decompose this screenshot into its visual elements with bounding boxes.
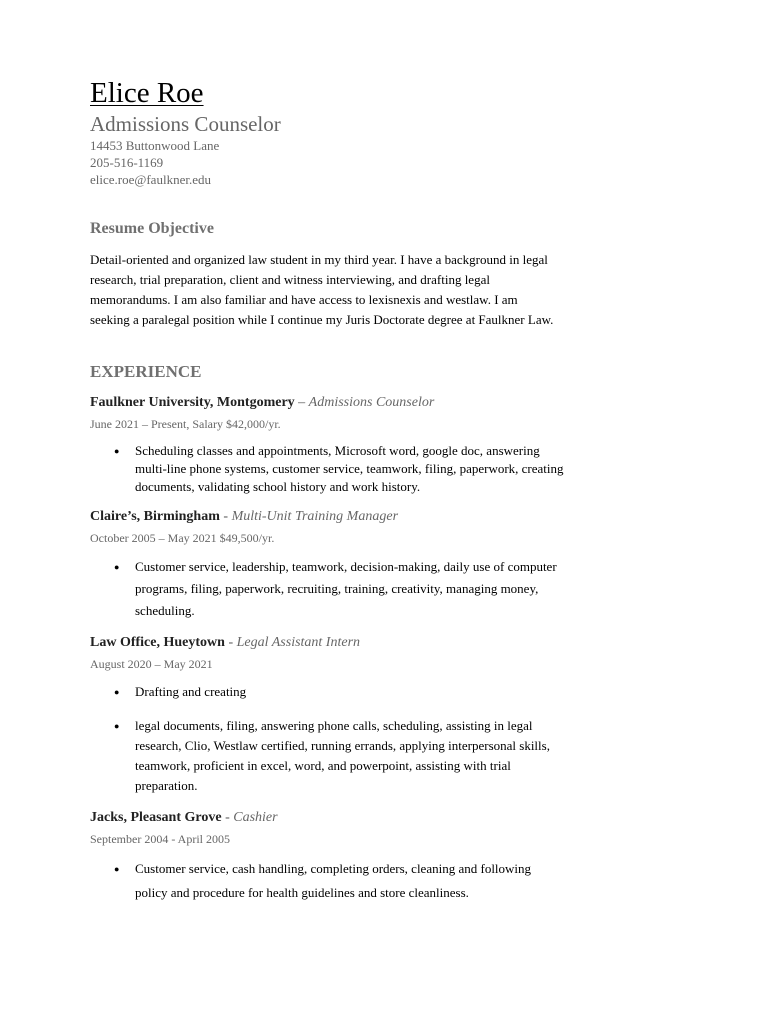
job-employer: Faulkner University, Montgomery [90,395,295,410]
objective-text: Detail-oriented and organized law student in my third year. I have a background in legal research, trial preparation, client and witness interviewing, and drafting legal memorandums. I am also familiar and have access to lexisnexis and westlaw. I am seeking a paralegal position while I continue my Juris Doctorate degree at Faulkner Law. [90,252,554,327]
job-entry [90,809,570,905]
job-bullet: ● Drafting and creating [90,682,565,702]
job-dates: June 2021 – Present, Salary $42,000/yr. [90,417,281,431]
job-role: Legal Assistant Intern [236,635,361,650]
job-entry [90,508,570,622]
job-bullet: ● Customer service, cash handling, completing orders, cleaning and following policy and procedure for health guidelines and store cleanliness. [90,857,565,905]
job-bullets [90,682,570,796]
job-separator: - [219,509,232,524]
job-entry [90,634,570,796]
job-employer: Jacks, Pleasant Grove [90,810,222,825]
job-separator: - [221,810,234,825]
job-dates: August 2020 – May 2021 [90,657,213,671]
job-employer: Claire’s, Birmingham [90,509,220,524]
job-header [90,508,570,526]
job-dates: September 2004 - April 2005 [90,832,230,846]
job-employer: Law Office, Hueytown [90,635,225,650]
job-header [90,809,570,827]
experience-heading: EXPERIENCE [90,362,202,381]
job-header [90,394,570,412]
job-bullet: ● Customer service, leadership, teamwork, decision-making, daily use of computer programs, filing, paperwork, recruiting, training, creativity, managing money, scheduling. [90,556,565,622]
applicant-title: Admissions Counselor [90,112,281,136]
contact-address: 14453 Buttonwood Lane [90,138,220,153]
job-separator: - [224,635,237,650]
job-role: Admissions Counselor [308,395,435,410]
job-bullets [90,857,570,905]
job-separator: – [294,395,309,410]
applicant-name: Elice Roe [90,77,204,109]
job-header [90,634,570,652]
resume-page [90,76,570,905]
job-bullet: ● legal documents, filing, answering phone calls, scheduling, assisting in legal research, Clio, Westlaw certified, running errands, applying interpersonal skills, teamwork, proficient in excel, word, and powerpoint, assisting with trial preparation. [90,716,565,796]
job-bullet: ● Scheduling classes and appointments, Microsoft word, google doc, answering multi-line phone systems, customer service, teamwork, filing, paperwork, creating documents, validating school history and work history. [90,442,565,496]
contact-email: elice.roe@faulkner.edu [90,172,211,187]
contact-phone: 205-516-1169 [90,155,164,170]
job-entry [90,394,570,496]
objective-heading: Resume Objective [90,220,214,237]
job-role: Multi-Unit Training Manager [231,509,399,524]
job-bullets [90,556,570,622]
job-role: Cashier [233,810,278,825]
job-bullets [90,442,570,496]
job-dates: October 2005 – May 2021 $49,500/yr. [90,531,275,545]
